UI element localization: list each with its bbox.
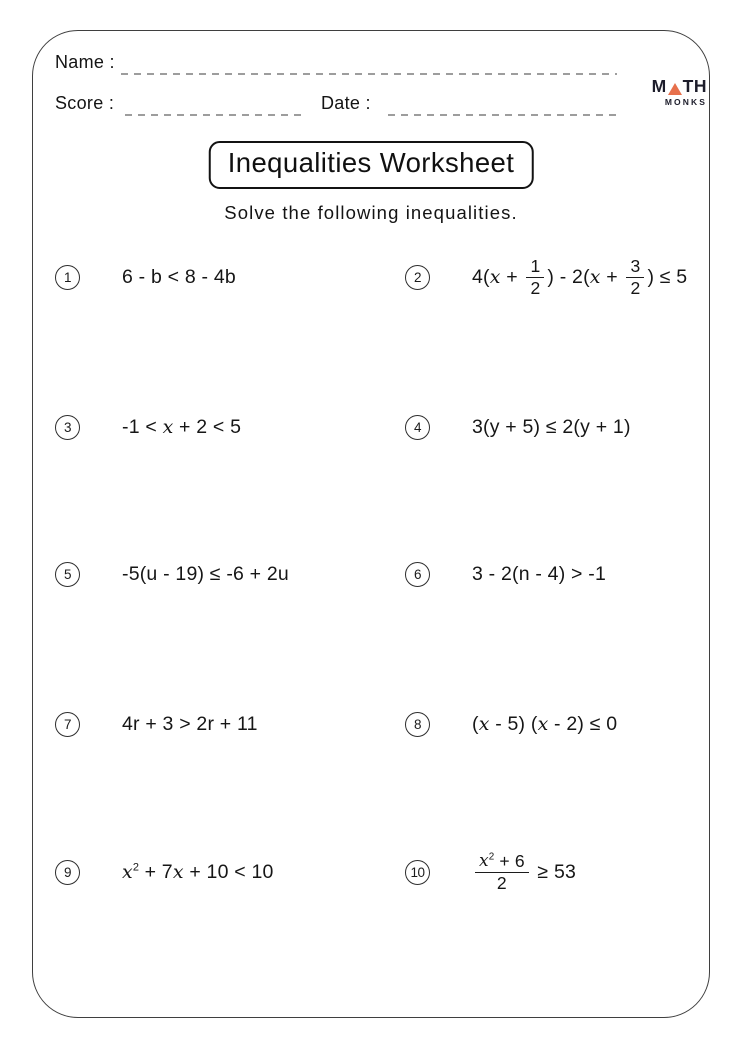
fraction: [626, 257, 644, 298]
problem-item: [405, 689, 617, 759]
equation-text: -5(u - 19) ≤ -6 + 2u: [122, 562, 289, 585]
problem-item: [55, 689, 258, 759]
fraction: [475, 852, 529, 893]
problem-equation: [122, 861, 274, 884]
worksheet-instructions: Solve the following inequalities.: [224, 202, 518, 223]
fraction-denominator: [530, 278, 540, 298]
equation-text: 3(y + 5) ≤ 2(y + 1): [472, 415, 631, 438]
equation-text: 4r + 3 > 2r + 11: [122, 712, 258, 735]
equation-variable: $x^2$: [479, 851, 495, 872]
problem-equation: [122, 416, 241, 439]
problem-equation: [472, 852, 576, 893]
equation-text: 1: [530, 255, 541, 276]
equation-text: 4(: [472, 265, 490, 288]
equation-text: ) - 2(: [547, 265, 590, 288]
equation-variable: x: [162, 416, 174, 438]
problem-item: [405, 837, 576, 907]
problem-item: [55, 539, 289, 609]
logo-wordmark: [645, 78, 707, 96]
problem-equation: [472, 563, 606, 586]
problem-number-badge: 4: [405, 415, 430, 440]
equation-text: ) ≤ 5: [647, 265, 688, 288]
score-label: Score :: [55, 93, 115, 113]
logo-letters-th: TH: [682, 76, 707, 96]
problem-item: [55, 837, 274, 907]
equation-text: ≥ 53: [531, 860, 577, 883]
problem-number-badge: 10: [405, 860, 430, 885]
equation-text: + 2 < 5: [173, 415, 242, 438]
name-label: Name :: [55, 52, 115, 72]
problem-item: [405, 392, 631, 462]
triangle-icon: [668, 83, 682, 95]
equation-variable: x: [172, 861, 184, 883]
equation-text: + 10 < 10: [183, 860, 274, 883]
equation-text: + 7: [138, 860, 173, 883]
logo-letter-m: M: [651, 76, 667, 96]
equation-text: 2: [530, 277, 541, 298]
math-monks-logo: [645, 78, 707, 106]
worksheet-title: Inequalities Worksheet: [209, 141, 534, 189]
equation-text: - 2) ≤ 0: [548, 712, 618, 735]
equation-text: + 6: [494, 850, 525, 871]
problem-item: [55, 392, 241, 462]
equation-text: +: [600, 265, 624, 288]
logo-subtext: MONKS: [664, 96, 707, 107]
problem-equation: [122, 266, 236, 289]
problem-number-badge: 8: [405, 712, 430, 737]
problem-equation: [122, 713, 258, 736]
equation-text: +: [500, 265, 524, 288]
problem-item: [55, 242, 236, 312]
equation-text: 2: [496, 872, 507, 893]
equation-exponent: 2: [132, 861, 139, 874]
problem-equation: [472, 416, 631, 439]
fraction-numerator: [526, 257, 544, 278]
fraction-denominator: [497, 873, 507, 893]
problem-number-badge: 1: [55, 265, 80, 290]
date-label: Date :: [321, 93, 371, 113]
equation-variable: $x^2$: [122, 861, 139, 883]
score-fill-line: [125, 114, 305, 116]
problem-number-badge: 9: [55, 860, 80, 885]
problem-number-badge: 3: [55, 415, 80, 440]
equation-text: 3: [630, 255, 641, 276]
equation-exponent: 2: [488, 851, 495, 863]
equation-text: 2: [630, 277, 641, 298]
problem-number-badge: 6: [405, 562, 430, 587]
problem-item: [405, 539, 606, 609]
date-fill-line: [388, 114, 618, 116]
fraction: [526, 257, 544, 298]
problem-item: [405, 242, 687, 312]
fraction-denominator: [630, 278, 640, 298]
equation-text: -1 <: [122, 415, 163, 438]
problem-equation: [122, 563, 289, 586]
fraction-numerator: [475, 852, 529, 873]
equation-text: 3 - 2(n - 4) > -1: [472, 562, 606, 585]
equation-variable: x: [478, 713, 490, 735]
problem-equation: [472, 257, 687, 298]
equation-variable: x: [489, 266, 501, 288]
problem-number-badge: 2: [405, 265, 430, 290]
problem-equation: [472, 713, 617, 736]
problem-number-badge: 5: [55, 562, 80, 587]
name-fill-line: [121, 73, 617, 75]
fraction-numerator: [626, 257, 644, 278]
problem-number-badge: 7: [55, 712, 80, 737]
equation-text: - 5) (: [489, 712, 538, 735]
equation-variable: x: [589, 266, 601, 288]
equation-variable: x: [537, 713, 549, 735]
equation-text: 6 - b < 8 - 4b: [122, 265, 236, 288]
equation-text: (: [472, 712, 479, 735]
